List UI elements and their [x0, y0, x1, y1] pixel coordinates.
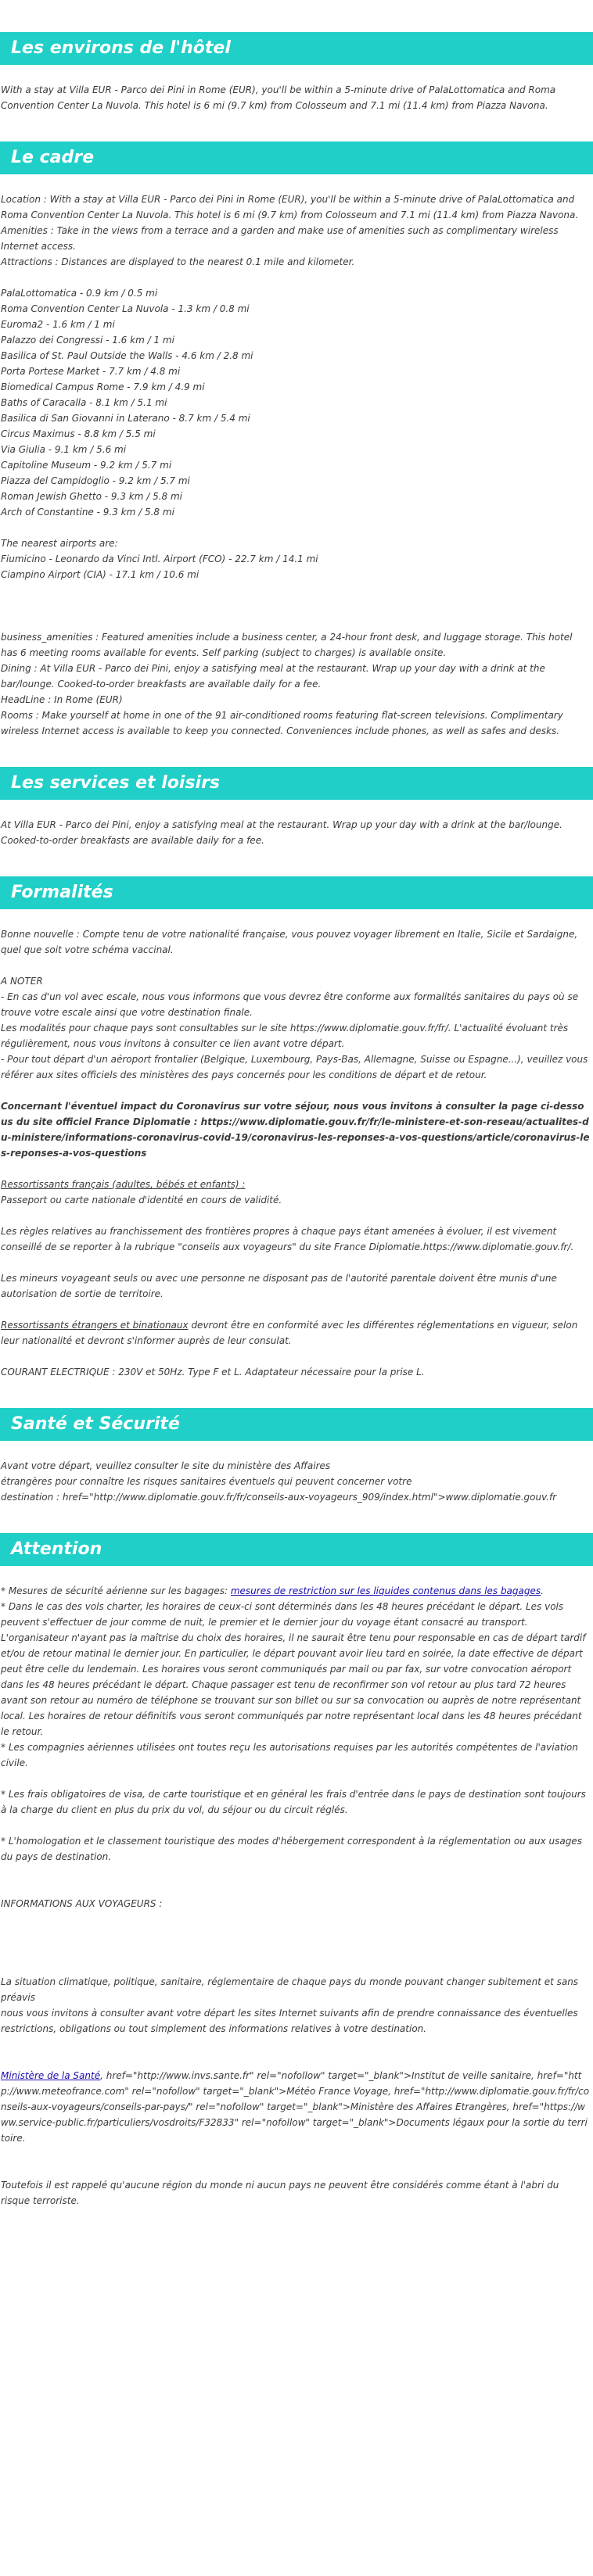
attention-bagages: [1, 1583, 591, 1599]
ressortissants-fr-label: Ressortissants français (adultes, bébés et enfants) :: [1, 1179, 246, 1190]
formalites-bonne-nouvelle: Bonne nouvelle : Compte tenu de votre nationalité française, vous pouvez voyager librement en Italie, Sicile et Sardaigne, quel que soit votre schéma vaccinal.: [1, 929, 578, 955]
cadre-amenities: Amenities : Take in the views from a terrace and a garden and make use of amenities such as complimentary wireless Internet access.: [1, 225, 559, 252]
section-title-sante: Santé et Sécurité: [11, 1414, 180, 1434]
section-header-formalites: [0, 876, 593, 909]
section-cadre: [0, 142, 593, 739]
formalites-mineurs: Les mineurs voyageant seuls ou avec une personne ne disposant pas de l'autorité parentale doivent être munis d'une autorisation de sortie de territoire.: [1, 1273, 557, 1299]
distance-item: Roman Jewish Ghetto - 9.3 km / 5.8 mi: [1, 491, 183, 502]
formalites-covid: Concernant l'éventuel impact du Coronavirus sur votre séjour, nous vous invitons à consulter la page ci-dessous du site officiel France Diplomatie : https://www.diplomatie.gouv.fr/fr/le-ministere-et-son-reseau/actualites-du-ministere/informations-coronavirus-covid-19/coronavirus-les-reponses-a-vos-questions/article/coronavirus-les-reponses-a-vos-questions: [1, 1101, 590, 1159]
cadre-attractions: Attractions : Distances are displayed to the nearest 0.1 mile and kilometer.: [1, 256, 355, 267]
section-title-attention: Attention: [11, 1539, 102, 1559]
distance-list: [1, 285, 591, 520]
distance-item: Basilica of St. Paul Outside the Walls - 4.6 km / 2.8 mi: [1, 350, 253, 361]
informations-voyageurs-title: INFORMATIONS AUX VOYAGEURS :: [1, 1898, 163, 1909]
distance-item: Arch of Constantine - 9.3 km / 5.8 mi: [1, 507, 174, 518]
formalites-a-noter: A NOTER: [1, 976, 43, 987]
section-attention: [0, 1533, 593, 2209]
distance-item: Piazza del Campidoglio - 9.2 km / 5.7 mi: [1, 475, 190, 486]
section-services: [0, 767, 593, 848]
section-header-services: [0, 767, 593, 800]
bagages-suffix: .: [541, 1585, 544, 1596]
distance-item: Basilica di San Giovanni in Laterano - 8.7 km / 5.4 mi: [1, 413, 250, 424]
section-environs: [0, 32, 593, 113]
cadre-business: business_amenities : Featured amenities include a business center, a 24-hour front desk, and luggage storage. This hotel has 6 meeting rooms available for events. Self parking (subject to charges) is available onsite.: [1, 632, 573, 658]
section-formalites: [0, 876, 593, 1380]
ressortissants-fr-text: Passeport ou carte nationale d'identité en cours de validité.: [1, 1195, 282, 1206]
section-title-services: Les services et loisirs: [11, 773, 221, 793]
attention-charter: * Dans le cas des vols charter, les horaires de ceux-ci sont déterminés dans les 48 heures précédant le départ. Les vols peuvent s'effectuer de jour comme de nuit, le premier et le dernier jour du voyage étant consacré au transport. L'organisateur n'ayant pas la maîtrise du choix des horaires, il ne saurait être tenu pour responsable en cas de départ tardif et/ou de retour matinal le dernier jour. En particulier, le départ pouvant avoir lieu tard en soirée, la date effective de départ peut être celle du lendemain. Les horaires vous seront communiqués par mail ou par fax, sur votre convocation aéroport dans les 48 heures précédant le départ. Chaque passager est tenu de reconfirmer son vol retour au plus tard 72 heures avant son retour au numéro de téléphone se trouvant sur son billet ou sur sa convocation ou auprès de notre représentant local. Les horaires de retour définitifs vous seront communiqués par notre représentant local dans les 48 heures précédant le retour.: [1, 1601, 586, 1737]
cadre-dining: Dining : At Villa EUR - Parco dei Pini, enjoy a satisfying meal at the restaurant. Wrap up your day with a drink at the bar/lounge. Cooked-to-order breakfasts are available daily for a fee.: [1, 663, 545, 690]
section-title-environs: Les environs de l'hôtel: [11, 38, 231, 58]
section-header-attention: [0, 1533, 593, 1566]
liquid-restriction-link[interactable]: mesures de restriction sur les liquides contenus dans les bagages: [230, 1585, 541, 1596]
cadre-location: Location : With a stay at Villa EUR - Parco dei Pini in Rome (EUR), you'll be within a 5-minute drive of PalaLottomatica and Roma Convention Center La Nuvola. This hotel is 6 mi (9.7 km) from Colosseum and 7.1 mi (11.4 km) from Piazza Navona.: [1, 194, 579, 220]
sante-line-1: Avant votre départ, veuillez consulter le site du ministère des Affaires: [1, 1460, 331, 1471]
formalites-etrangers: [1, 1317, 591, 1349]
formalites-courant: COURANT ELECTRIQUE : 230V et 50Hz. Type F et L. Adaptateur nécessaire pour la prise L.: [1, 1367, 425, 1378]
ministere-sante-link[interactable]: Ministère de la Santé: [1, 2070, 101, 2081]
distance-item: Palazzo dei Congressi - 1.6 km / 1 mi: [1, 335, 174, 346]
airports-intro: The nearest airports are:: [1, 538, 118, 549]
distance-item: Capitoline Museum - 9.2 km / 5.7 mi: [1, 460, 172, 471]
situation-line-1: La situation climatique, politique, sanitaire, réglementaire de chaque pays du monde pouvant changer subitement et sans préavis: [1, 1976, 579, 2003]
distance-item: Via Giulia - 9.1 km / 5.6 mi: [1, 444, 127, 455]
section-sante: [0, 1408, 593, 1505]
bagages-prefix: * Mesures de sécurité aérienne sur les bagages:: [1, 1585, 231, 1596]
attention-terrorisme: Toutefois il est rappelé qu'aucune région du monde ni aucun pays ne peuvent être considérés comme étant à l'abri du risque terroriste.: [1, 2180, 559, 2206]
sante-line-2: étrangères pour connaître les risques sanitaires éventuels qui peuvent concerner votre: [1, 1476, 412, 1487]
attention-compagnies: * Les compagnies aériennes utilisées ont toutes reçu les autorisations requises par les autorités compétentes de l'aviation civile.: [1, 1742, 578, 1768]
formalites-note-frontalier: - Pour tout départ d'un aéroport frontalier (Belgique, Luxembourg, Pays-Bas, Allemagne, Suisse ou Espagne...), veuillez vous référer aux sites officiels des ministères des pays concernés pour les conditions de départ et de retour.: [1, 1054, 588, 1080]
services-text: At Villa EUR - Parco dei Pini, enjoy a satisfying meal at the restaurant. Wrap up your day with a drink at the bar/lounge. Cooked-to-order breakfasts are available daily for a fee.: [1, 819, 562, 846]
attention-homologation: * L'homologation et le classement touristique des modes d'hébergement correspondent à la réglementation ou aux usages du pays de destination.: [1, 1836, 582, 1862]
distance-item: Circus Maximus - 8.8 km / 5.5 mi: [1, 428, 156, 439]
distance-item: PalaLottomatica - 0.9 km / 0.5 mi: [1, 288, 158, 299]
useful-links: [1, 2068, 591, 2146]
useful-links-text: , href="http://www.invs.sante.fr" rel="nofollow" target="_blank">Institut de veille sanitaire, href="http://www.meteofrance.com" rel="nofollow" target="_blank">Météo France Voyage, href="http://www.diplomatie.gouv.fr/fr/conseils-aux-voyageurs/conseils-par-pays/" rel="nofollow" target="_blank">Ministère des Affaires Etrangères, href="https://www.service-public.fr/particuliers/vosdroits/F32833" rel="nofollow" target="_blank">Documents légaux pour la sortie du territoire.: [1, 2070, 590, 2144]
cadre-headline: HeadLine : In Rome (EUR): [1, 694, 123, 705]
etrangers-label: Ressortissants étrangers et binationaux: [1, 1320, 189, 1331]
situation-line-2: nous vous invitons à consulter avant votre départ les sites Internet suivants afin de prendre connaissance des éventuelles restrictions, obligations ou tout simplement des informations relatives à votre destination.: [1, 2008, 578, 2034]
distance-item: Baths of Caracalla - 8.1 km / 5.1 mi: [1, 397, 167, 408]
distance-item: Biomedical Campus Rome - 7.9 km / 4.9 mi: [1, 382, 205, 392]
formalites-regles: Les règles relatives au franchissement des frontières propres à chaque pays étant amenées à évoluer, il est vivement conseillé de se reporter à la rubrique "conseils aux voyageurs" du site France Diplomatie.https://www.diplomatie.gouv.fr/.: [1, 1226, 574, 1252]
distance-item: Porta Portese Market - 7.7 km / 4.8 mi: [1, 366, 181, 377]
cadre-rooms: Rooms : Make yourself at home in one of the 91 air-conditioned rooms featuring flat-screen televisions. Complimentary wireless Internet access is available to keep you connected. Conveniences include phones, as well as safes and desks.: [1, 710, 563, 736]
section-header-cadre: [0, 142, 593, 174]
section-header-sante: [0, 1408, 593, 1441]
section-title-cadre: Le cadre: [11, 148, 95, 167]
airport-item: Fiumicino - Leonardo da Vinci Intl. Airport (FCO) - 22.7 km / 14.1 mi: [1, 554, 318, 564]
section-header-environs: [0, 32, 593, 65]
formalites-note-escale: - En cas d'un vol avec escale, nous vous informons que vous devrez être conforme aux formalités sanitaires du pays où se trouve votre escale ainsi que votre destination finale.: [1, 991, 579, 1018]
sante-line-3: destination : href="http://www.diplomatie.gouv.fr/fr/conseils-aux-voyageurs_909/index.html">www.diplomatie.gouv.fr: [1, 1492, 557, 1503]
formalites-note-modalites: Les modalités pour chaque pays sont consultables sur le site https://www.diplomatie.gouv.fr/fr/. L'actualité évoluant très régulièrement, nous vous invitons à consulter ce lien avant votre départ.: [1, 1023, 569, 1049]
attention-visa: * Les frais obligatoires de visa, de carte touristique et en général les frais d'entrée dans le pays de destination sont toujours à la charge du client en plus du prix du vol, du séjour ou du circuit réglés.: [1, 1789, 586, 1815]
environs-text: With a stay at Villa EUR - Parco dei Pini in Rome (EUR), you'll be within a 5-minute drive of PalaLottomatica and Roma Convention Center La Nuvola. This hotel is 6 mi (9.7 km) from Colosseum and 7.1 mi (11.4 km) from Piazza Navona.: [1, 84, 556, 111]
etrangers-text: devront être en conformité avec les différentes réglementations en vigueur, selon leur nationalité et devront s'informer auprès de leur consulat.: [1, 1320, 578, 1346]
distance-item: Euroma2 - 1.6 km / 1 mi: [1, 319, 115, 330]
airport-item: Ciampino Airport (CIA) - 17.1 km / 10.6 mi: [1, 569, 199, 580]
distance-item: Roma Convention Center La Nuvola - 1.3 km / 0.8 mi: [1, 303, 250, 314]
section-title-formalites: Formalités: [11, 883, 113, 902]
